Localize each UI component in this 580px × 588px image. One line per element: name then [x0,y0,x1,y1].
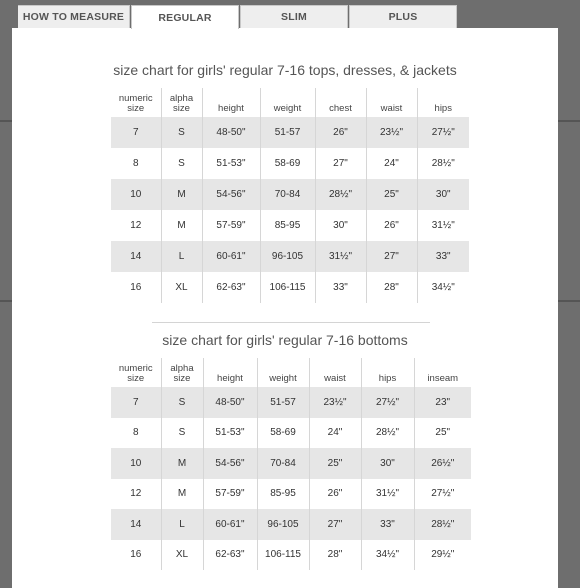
table-cell: 70-84 [260,179,315,210]
table-cell: 27½" [417,117,469,148]
column-header: weight [257,358,309,387]
table-cell: 62-63" [203,540,257,571]
table-row [111,272,469,303]
header-line: size [127,103,145,114]
table-cell: 24" [309,418,361,449]
table-cell: 28½" [315,179,366,210]
table-cell: XL [161,540,203,571]
table-cell: 58-69 [260,148,315,179]
table-cell: M [161,479,203,510]
table-cell: 25" [309,448,361,479]
table-cell: 51-53" [202,148,260,179]
table-cell: 7 [111,387,161,418]
table-cell: 27" [309,509,361,540]
table-cell: 34½" [361,540,414,571]
table-cell: 8 [111,418,161,449]
column-header: hips [417,88,469,117]
table-cell: S [161,387,203,418]
table-cell: 62-63" [202,272,260,303]
table-header-row [111,358,471,387]
table-cell: 85-95 [260,210,315,241]
table-row [111,540,471,571]
table-cell: 12 [111,210,161,241]
table-cell: 54-56" [202,179,260,210]
table-cell: 54-56" [203,448,257,479]
table-cell: 23½" [366,117,417,148]
table-cell: 33" [361,509,414,540]
column-header [161,358,203,387]
column-header: hips [361,358,414,387]
table-cell: M [161,448,203,479]
column-header [111,358,161,387]
table-cell: M [161,179,202,210]
table-row [111,241,469,272]
table-cell: M [161,210,202,241]
table-row [111,479,471,510]
bottoms-size-table [111,358,471,570]
table-cell: 70-84 [257,448,309,479]
table-cell: 7 [111,117,161,148]
table-cell: 28½" [361,418,414,449]
table-cell: 31½" [361,479,414,510]
table-cell: XL [161,272,202,303]
table-cell: 51-57 [260,117,315,148]
table-cell: 96-105 [260,241,315,272]
column-header: weight [260,88,315,117]
table-cell: 33" [315,272,366,303]
table-cell: 28½" [414,509,471,540]
table-cell: 10 [111,448,161,479]
table-cell: 26" [366,210,417,241]
column-header [161,88,202,117]
table-row [111,148,469,179]
table-row [111,210,469,241]
column-header: chest [315,88,366,117]
table-cell: 96-105 [257,509,309,540]
tab-regular[interactable]: REGULAR [131,5,239,29]
column-header: height [202,88,260,117]
table-cell: 24" [366,148,417,179]
table-cell: 26" [309,479,361,510]
table-cell: 51-57 [257,387,309,418]
table-cell: 33" [417,241,469,272]
table-row [111,117,469,148]
table-cell: S [161,418,203,449]
table-cell: 12 [111,479,161,510]
tops-chart-title: size chart for girls' regular 7-16 tops, dresses, & jackets [113,62,457,78]
table-cell: 27½" [361,387,414,418]
table-cell: 30" [315,210,366,241]
table-cell: 60-61" [203,509,257,540]
table-cell: 48-50" [202,117,260,148]
table-row [111,448,471,479]
table-cell: 14 [111,241,161,272]
table-cell: 106-115 [257,540,309,571]
table-cell: 25" [414,418,471,449]
table-cell: 14 [111,509,161,540]
column-header: inseam [414,358,471,387]
table-cell: 23" [414,387,471,418]
table-cell: 60-61" [202,241,260,272]
table-cell: L [161,241,202,272]
header-line: alpha [170,363,194,374]
header-line: numeric [118,363,153,374]
table-cell: 57-59" [202,210,260,241]
table-cell: 31½" [315,241,366,272]
header-line: numeric [118,93,153,104]
table-cell: 57-59" [203,479,257,510]
tab-plus[interactable]: PLUS [349,5,457,28]
column-header: height [203,358,257,387]
table-cell: 30" [417,179,469,210]
column-header: waist [366,88,417,117]
table-cell: 29½" [414,540,471,571]
table-cell: 26" [315,117,366,148]
table-row [111,509,471,540]
tab-slim[interactable]: SLIM [240,5,348,28]
table-cell: 31½" [417,210,469,241]
table-cell: 48-50" [203,387,257,418]
table-row [111,387,471,418]
table-cell: 10 [111,179,161,210]
table-cell: 106-115 [260,272,315,303]
table-cell: 25" [366,179,417,210]
table-cell: 28½" [417,148,469,179]
header-line: size [173,103,190,114]
header-line: size [173,373,191,384]
tops-size-table [111,88,469,303]
table-cell: 27½" [414,479,471,510]
header-line: alpha [169,93,194,104]
table-cell: 28" [366,272,417,303]
table-cell: 16 [111,540,161,571]
tab-how-to-measure[interactable]: HOW TO MEASURE [18,5,130,28]
table-cell: L [161,509,203,540]
table-cell: 34½" [417,272,469,303]
table-cell: S [161,148,202,179]
column-header: waist [309,358,361,387]
table-cell: 27" [315,148,366,179]
column-header [111,88,161,117]
header-line: size [127,373,145,384]
table-row [111,418,471,449]
table-row [111,179,469,210]
table-cell: 28" [309,540,361,571]
table-cell: S [161,117,202,148]
table-cell: 27" [366,241,417,272]
table-cell: 16 [111,272,161,303]
table-cell: 58-69 [257,418,309,449]
table-cell: 51-53" [203,418,257,449]
table-cell: 26½" [414,448,471,479]
bottoms-chart-title: size chart for girls' regular 7-16 bottoms [162,332,408,348]
table-cell: 85-95 [257,479,309,510]
table-cell: 30" [361,448,414,479]
table-cell: 23½" [309,387,361,418]
section-divider [152,322,430,323]
table-header-row [111,88,469,117]
tab-bar [18,5,558,29]
table-cell: 8 [111,148,161,179]
